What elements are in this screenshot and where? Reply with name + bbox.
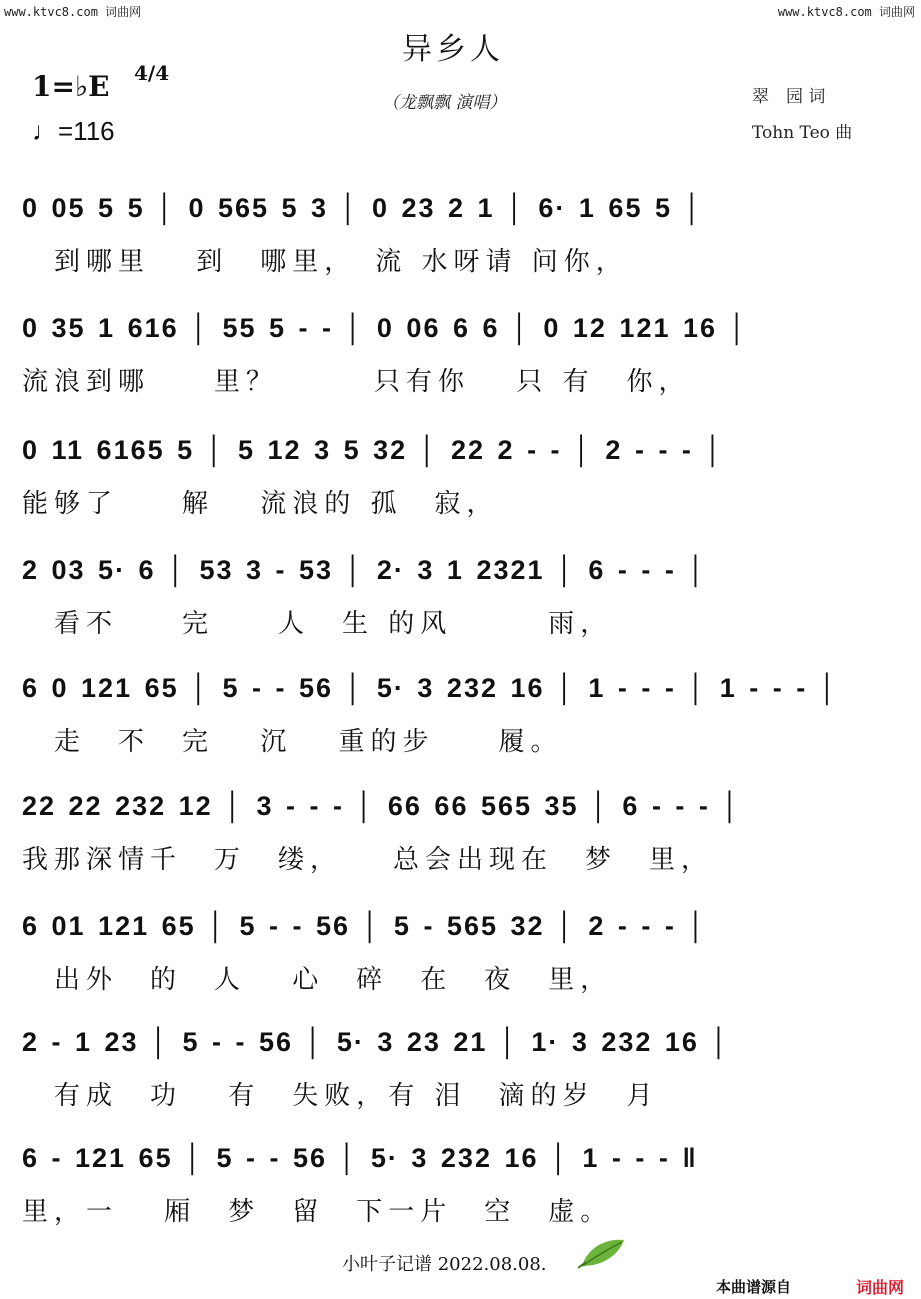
key-signature: 1=♭E	[32, 70, 110, 103]
lyrics-line: 我那深情千 万 缕， 总会出现在 梦 里，	[22, 845, 714, 875]
notation-line: 6 - 121 65 │ 5 - - 56 │ 5· 3 232 16 │ 1 - - - ‖	[22, 1143, 698, 1173]
lyrics-line: 到哪里 到 哪里， 流 水呀请 问你，	[22, 247, 628, 277]
lyrics-line: 看不 完 人 生 的风 雨，	[22, 609, 613, 639]
source-label: 本曲谱源自	[716, 1278, 792, 1296]
notation-line: 0 11 6165 5 │ 5 12 3 5 32 │ 22 2 - - │ 2 - - - │	[22, 435, 725, 465]
watermark-left: www.ktvc8.com 词曲网	[4, 5, 142, 19]
leaf-icon	[578, 1236, 626, 1270]
score-system-5	[0, 658, 921, 778]
time-signature: 4/4	[134, 61, 170, 85]
notation-line: 2 - 1 23 │ 5 - - 56 │ 5· 3 23 21 │ 1· 3 232 16 │	[22, 1027, 731, 1057]
notation-line: 2 03 5· 6 │ 53 3 - 53 │ 2· 3 1 2321 │ 6 - - - │	[22, 555, 708, 585]
tempo-marking: ♩=116	[32, 116, 115, 146]
lyrics-line: 出外 的 人 心 碎 在 夜 里，	[22, 965, 613, 995]
score-system-6	[0, 776, 921, 896]
lyrics-line: 走 不 完 沉 重的步 履。	[22, 727, 563, 757]
lyrics-line: 里，一 厢 梦 留 下一片 空 虚。	[22, 1197, 613, 1227]
score-system-9	[0, 1128, 921, 1248]
score-system-4	[0, 540, 921, 660]
lyrics-line: 能够了 解 流浪的 孤 寂，	[22, 489, 499, 519]
notation-line: 22 22 232 12 │ 3 - - - │ 66 66 565 35 │ 6 - - - │	[22, 791, 742, 821]
score-system-7	[0, 896, 921, 1016]
song-title: 异乡人	[402, 32, 504, 67]
singer-credit: （龙飘飘 演唱）	[382, 93, 507, 113]
lyrics-line: 流浪到哪 里？ 只有你 只 有 你，	[22, 367, 691, 397]
score-system-2	[0, 298, 921, 418]
source-logo: 词曲网	[856, 1278, 905, 1297]
score-system-8	[0, 1012, 921, 1132]
score-system-3	[0, 420, 921, 540]
notation-line: 6 0 121 65 │ 5 - - 56 │ 5· 3 232 16 │ 1 - - - │ 1 - - - │	[22, 673, 839, 703]
lyricist-credit: 翠 园 词	[752, 87, 826, 107]
transcriber-credit: 小叶子记谱 2022.08.08.	[342, 1254, 547, 1275]
notation-line: 0 35 1 616 │ 55 5 - - │ 0 06 6 6 │ 0 12 121 16 │	[22, 313, 749, 343]
notation-line: 6 01 121 65 │ 5 - - 56 │ 5 - 565 32 │ 2 - - - │	[22, 911, 708, 941]
composer-credit: Tohn Teo 曲	[752, 123, 853, 143]
notation-line: 0 05 5 5 │ 0 565 5 3 │ 0 23 2 1 │ 6· 1 65 5 │	[22, 193, 704, 223]
score-system-1	[0, 178, 921, 298]
lyrics-line: 有成 功 有 失败，有 泪 滴的岁 月	[22, 1081, 659, 1111]
watermark-right: www.ktvc8.com 词曲网	[777, 5, 915, 19]
